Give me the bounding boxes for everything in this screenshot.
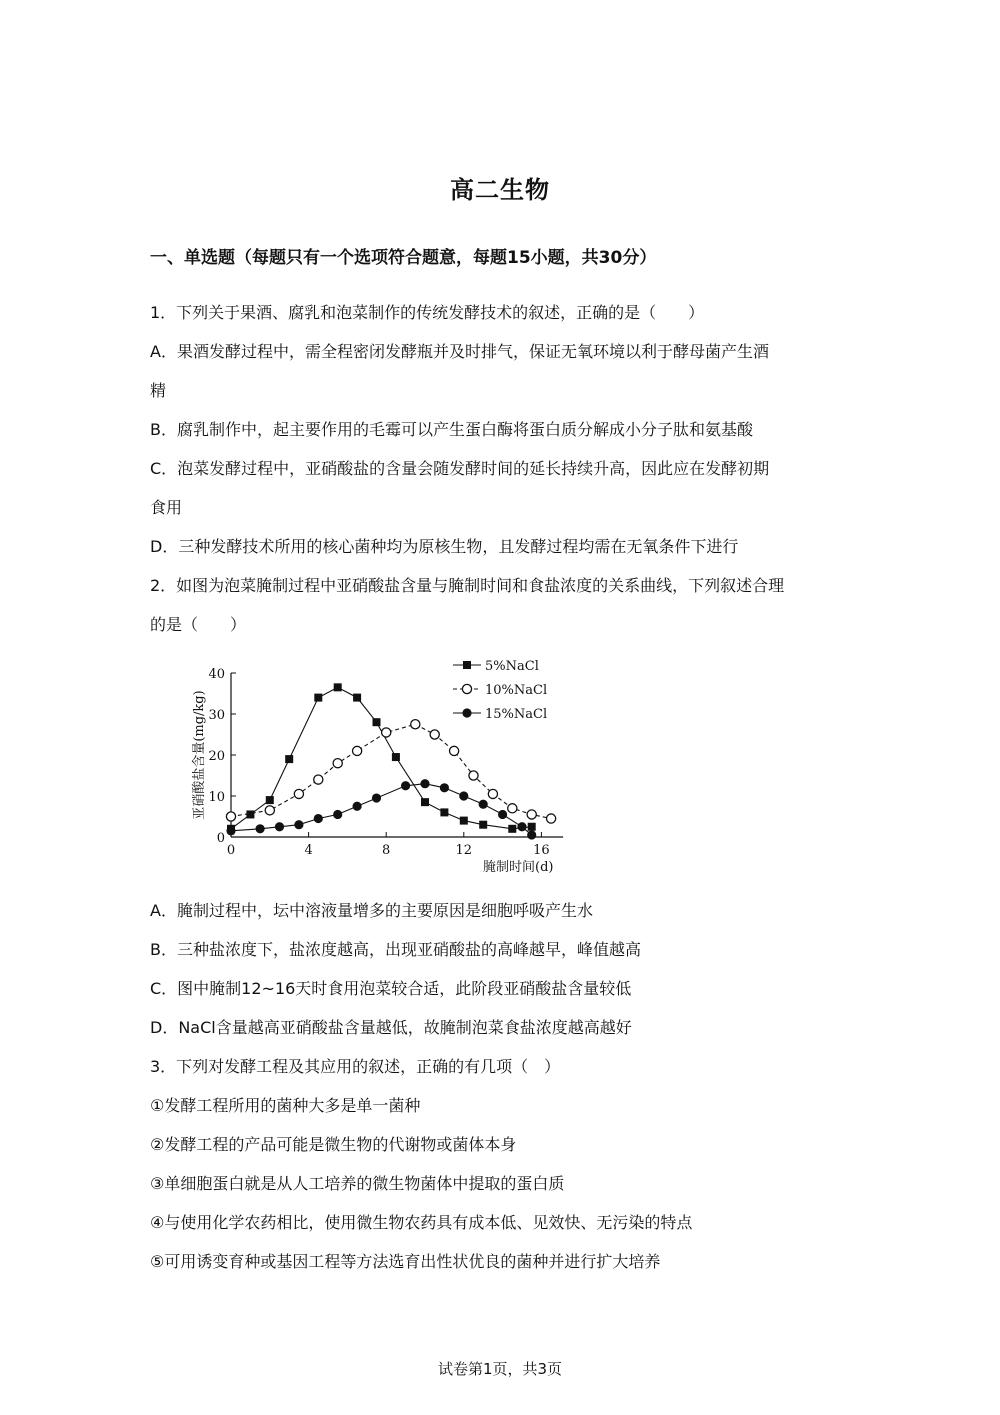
- data-point: [285, 755, 293, 763]
- data-point: [275, 822, 284, 831]
- data-point: [314, 814, 323, 823]
- section-heading: 一、单选题（每题只有一个选项符合题意，每题15小题，共30分）: [150, 248, 657, 268]
- data-point: [488, 789, 497, 798]
- data-point: [527, 830, 536, 839]
- data-point: [246, 810, 254, 818]
- x-tick-label: 4: [304, 843, 313, 858]
- question-1-option-c-cont: 食用: [150, 498, 183, 517]
- legend-marker: [462, 684, 471, 693]
- data-point: [353, 694, 361, 702]
- question-2-stem-cont: 的是（ ）: [150, 615, 247, 634]
- data-point: [333, 759, 342, 768]
- x-tick-label: 12: [455, 843, 473, 858]
- y-axis-label: 亚硝酸盐含量(mg/kg): [192, 690, 207, 820]
- data-point: [373, 718, 381, 726]
- data-point: [294, 789, 303, 798]
- legend-item-1: [453, 659, 539, 674]
- data-point: [450, 746, 459, 755]
- data-point: [508, 825, 516, 833]
- y-tick-label: 30: [208, 708, 225, 723]
- data-point: [528, 823, 536, 831]
- question-3-stem: 3．下列对发酵工程及其应用的叙述，正确的有几项（ ）: [150, 1057, 561, 1076]
- question-1-option-d: D．三种发酵技术所用的核心菌种均为原核生物，且发酵过程均需在无氧条件下进行: [150, 537, 739, 556]
- question-1-option-a-cont: 精: [150, 381, 167, 400]
- nitrite-chart: [185, 655, 585, 885]
- page-title: 高二生物: [450, 176, 550, 204]
- legend-label: 15%NaCl: [485, 707, 548, 722]
- page-footer: 试卷第1页，共3页: [437, 1360, 563, 1378]
- question-1-option-a: A．果酒发酵过程中，需全程密闭发酵瓶并及时排气，保证无氧环境以利于酵母菌产生酒: [150, 342, 769, 361]
- data-point: [333, 810, 342, 819]
- data-point: [353, 746, 362, 755]
- data-point: [266, 796, 274, 804]
- legend-label: 10%NaCl: [485, 683, 548, 698]
- x-tick-label: 0: [226, 843, 236, 858]
- series-line: [231, 724, 551, 818]
- question-2-stem: 2．如图为泡菜腌制过程中亚硝酸盐含量与腌制时间和食盐浓度的关系曲线，下列叙述合理: [150, 576, 785, 595]
- data-point: [294, 820, 303, 829]
- data-point: [547, 814, 556, 823]
- data-point: [334, 683, 342, 691]
- data-point: [527, 810, 536, 819]
- question-3-item-3: ③单细胞蛋白就是从人工培养的微生物菌体中提取的蛋白质: [150, 1174, 565, 1193]
- data-point: [469, 771, 478, 780]
- question-1-option-c: C．泡菜发酵过程中，亚硝酸盐的含量会随发酵时间的延长持续升高，因此应在发酵初期: [150, 459, 770, 478]
- data-point: [498, 810, 507, 819]
- data-point: [420, 779, 429, 788]
- question-2-option-c: C．图中腌制12~16天时食用泡菜较合适，此阶段亚硝酸盐含量较低: [150, 979, 632, 998]
- data-point: [265, 806, 274, 815]
- data-point: [508, 804, 517, 813]
- question-3-item-1: ①发酵工程所用的菌种大多是单一菌种: [150, 1096, 421, 1115]
- question-3-item-5: ⑤可用诱变育种或基因工程等方法选育出性状优良的菌种并进行扩大培养: [150, 1252, 661, 1271]
- y-tick-label: 10: [208, 790, 225, 805]
- data-point: [421, 798, 429, 806]
- question-3-item-4: ④与使用化学农药相比，使用微生物农药具有成本低、见效快、无污染的特点: [150, 1213, 693, 1232]
- y-tick-label: 0: [216, 831, 225, 846]
- question-2-option-d: D．NaCl含量越高亚硝酸盐含量越低，故腌制泡菜食盐浓度越高越好: [150, 1018, 632, 1037]
- data-point: [392, 753, 400, 761]
- question-2-option-a: A．腌制过程中，坛中溶液量增多的主要原因是细胞呼吸产生水: [150, 901, 593, 920]
- data-point: [256, 824, 265, 833]
- data-point: [460, 817, 468, 825]
- data-point: [401, 781, 410, 790]
- data-point: [372, 793, 381, 802]
- question-1-stem: 1．下列关于果酒、腐乳和泡菜制作的传统发酵技术的叙述，正确的是（ ）: [150, 303, 705, 322]
- x-axis-label: 腌制时间(d): [483, 860, 554, 875]
- question-1-option-b: B．腐乳制作中，起主要作用的毛霉可以产生蛋白酶将蛋白质分解成小分子肽和氨基酸: [150, 420, 753, 439]
- legend-label: 5%NaCl: [485, 659, 539, 674]
- data-point: [430, 730, 439, 739]
- legend-marker: [462, 708, 471, 717]
- chart-legend: [453, 659, 547, 722]
- data-point: [314, 775, 323, 784]
- y-tick-label: 40: [208, 667, 225, 682]
- data-point: [382, 728, 391, 737]
- data-point: [353, 802, 362, 811]
- data-point: [226, 812, 235, 821]
- x-tick-label: 8: [382, 843, 391, 858]
- series-2: [226, 720, 555, 824]
- data-point: [517, 822, 526, 831]
- legend-item-2: [453, 683, 547, 698]
- data-point: [479, 821, 487, 829]
- legend-item-3: [453, 707, 547, 722]
- data-point: [314, 694, 322, 702]
- question-3-item-2: ②发酵工程的产品可能是微生物的代谢物或菌体本身: [150, 1135, 517, 1154]
- data-point: [440, 783, 449, 792]
- data-point: [226, 826, 235, 835]
- question-2-option-b: B．三种盐浓度下，盐浓度越高，出现亚硝酸盐的高峰越早，峰值越高: [150, 940, 641, 959]
- data-point: [459, 791, 468, 800]
- data-point: [440, 808, 448, 816]
- y-tick-label: 20: [208, 749, 225, 764]
- data-point: [479, 800, 488, 809]
- x-tick-label: 16: [533, 843, 550, 858]
- legend-marker: [463, 661, 471, 669]
- data-point: [411, 720, 420, 729]
